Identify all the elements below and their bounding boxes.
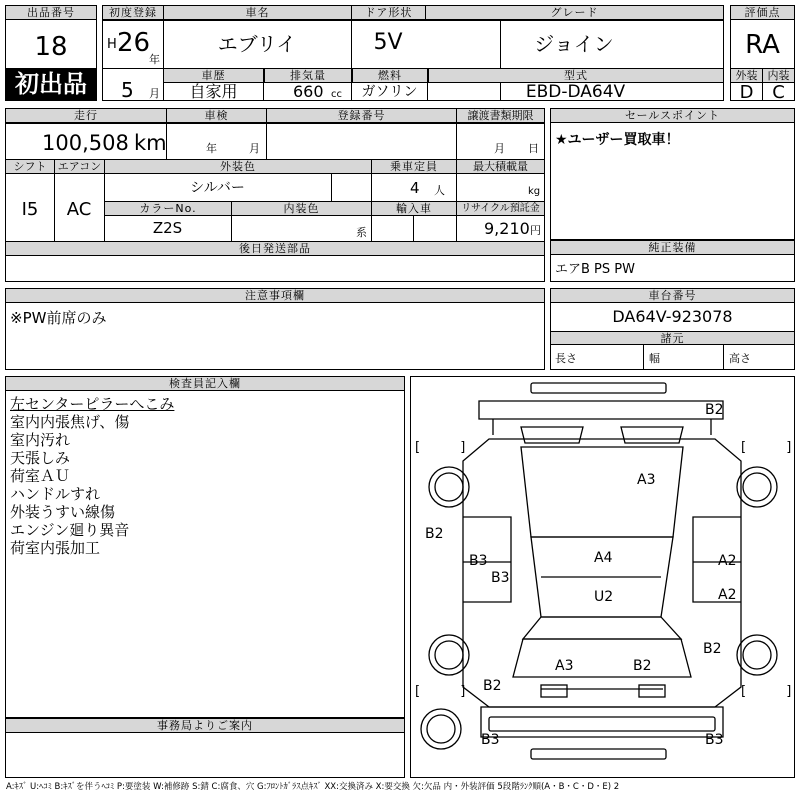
notes: ※PW前席のみ — [10, 309, 107, 327]
ext-score: D — [739, 82, 754, 103]
score-label: 評価点 — [731, 6, 794, 20]
door-type: 5V — [373, 30, 403, 55]
int-score: C — [772, 82, 785, 103]
capacity: 4 — [410, 179, 420, 197]
office-label: 事務局よりご案内 — [6, 719, 404, 733]
recycle-unit: 円 — [530, 224, 541, 237]
bracket-right-bottom: [ ] — [741, 684, 809, 699]
bracket-right-top: [ ] — [741, 440, 809, 455]
chassis-number: DA64V-923078 — [612, 307, 733, 326]
fuel: ガソリン — [361, 84, 418, 100]
era: H — [107, 37, 117, 52]
air-conditioner: AC — [66, 199, 92, 220]
damage-right-rear-door: A2 — [718, 587, 737, 603]
damage-left-pillar: B3 — [491, 570, 510, 586]
color-no-label: カラーNo. — [105, 202, 231, 215]
dims-label: 諸元 — [551, 332, 794, 345]
fuel-label: 燃料 — [352, 69, 427, 82]
max-load-label: 最大積載量 — [457, 160, 544, 173]
capacity-label: 乗車定員 — [372, 160, 456, 173]
lot-number-box — [5, 5, 97, 101]
first-reg-year: 26 — [117, 28, 151, 58]
reg-no-label: 登録番号 — [267, 109, 456, 123]
exterior-color: シルバー — [190, 180, 245, 196]
capacity-unit: 人 — [434, 184, 445, 197]
first-reg-month: 5 — [121, 78, 134, 102]
equipment-label: 純正装備 — [551, 241, 794, 255]
inspector-box — [5, 376, 405, 718]
damage-diagram — [410, 376, 809, 778]
model: EBD-DA64V — [525, 82, 626, 102]
interior-color-label: 内装色 — [232, 202, 371, 215]
inspector-label: 検査員記入欄 — [6, 377, 404, 391]
int-label: 内装 — [763, 69, 794, 82]
damage-hood: U2 — [594, 589, 614, 605]
displacement-unit: cc — [331, 89, 342, 100]
damage-left-door: B3 — [469, 553, 488, 569]
inspection-month-unit: 月 — [249, 142, 260, 155]
displacement: 660 — [293, 82, 324, 101]
first-listing-badge: 初出品 — [6, 68, 96, 100]
inspector-line-4: 天張しみ — [10, 449, 71, 467]
later-parts-label: 後日発送部品 — [6, 242, 544, 255]
damage-front-left: B3 — [481, 732, 500, 748]
inspector-line-5: 荷室ＡＵ — [10, 467, 71, 485]
damage-front-right: B3 — [705, 732, 724, 748]
year-unit: 年 — [149, 53, 160, 66]
inspector-line-7: 外装うすい線傷 — [10, 503, 116, 521]
sales-point: ★ユーザー買取車！ — [555, 132, 680, 148]
history: 自家用 — [189, 82, 238, 101]
inspector-line-3: 室内汚れ — [10, 431, 71, 449]
office-box — [5, 718, 405, 778]
notes-label: 注意事項欄 — [6, 289, 544, 303]
vehicle-header-box — [102, 5, 724, 101]
bracket-left-top: [ ] — [415, 440, 484, 455]
shift-label: シフト — [6, 160, 54, 173]
transfer-day-unit: 日 — [528, 142, 539, 155]
interior-color-unit: 系 — [356, 226, 367, 239]
inspector-line-9: 荷室内張加工 — [10, 539, 101, 557]
inspector-line-6: ハンドルすれ — [10, 485, 101, 503]
recycle-fee: 9,210 — [484, 219, 530, 238]
sales-point-box — [550, 108, 795, 240]
notes-box — [5, 288, 545, 370]
inspector-line-8: エンジン廻り異音 — [10, 521, 130, 539]
model-label: 型式 — [428, 69, 723, 82]
length-label: 長さ — [555, 352, 577, 365]
width-label: 幅 — [649, 352, 660, 365]
mileage-label: 走行 — [6, 109, 166, 123]
bracket-left-bottom: [ ] — [415, 684, 484, 699]
legend-footer: A:ｷｽﾞ U:ﾍｺﾐ B:ｷｽﾞを伴うﾍｺﾐ P:要塗装 W:補修跡 S:錆 C:腐食、穴 G:ﾌﾛﾝﾄｶﾞﾗｽ点ｷｽﾞ XX:交換済み X:要交換 欠:欠品 内・外装評価 5段階ﾗﾝｸ順(A・B・C・D・E) 2 — [6, 782, 620, 792]
first-reg-label: 初度登録 — [103, 6, 163, 20]
damage-right-front-door: A2 — [718, 553, 737, 569]
damage-roof: A3 — [637, 472, 656, 488]
damage-windshield: A4 — [594, 550, 613, 566]
chassis-box — [550, 288, 795, 370]
mileage-unit: km — [134, 131, 167, 155]
mileage: 100,508 — [42, 131, 129, 155]
ext-label: 外装 — [731, 69, 762, 82]
damage-right-front-fender: B2 — [703, 641, 722, 657]
sales-point-label: セールスポイント — [551, 109, 794, 123]
inspector-line-1: 左センターピラーへこみ — [10, 395, 175, 413]
displacement-label: 排気量 — [264, 69, 351, 82]
chassis-label: 車台番号 — [551, 289, 794, 303]
car-name-label: 車名 — [163, 6, 351, 20]
score: RA — [745, 30, 780, 60]
inspection-label: 車検 — [167, 109, 266, 123]
damage-left-headlamp: A3 — [555, 658, 574, 674]
exterior-color-label: 外装色 — [105, 160, 371, 173]
car-name: エブリイ — [217, 32, 297, 56]
spec-table — [5, 108, 545, 282]
transfer-label: 譲渡書類期限 — [457, 109, 544, 123]
history-label: 車歴 — [164, 69, 263, 82]
damage-left-rear-fender: B2 — [425, 526, 444, 542]
import-label: 輸入車 — [372, 202, 456, 215]
recycle-label: リサイクル預託金 — [457, 202, 544, 215]
ac-label: エアコン — [55, 160, 104, 173]
inspection-year-unit: 年 — [206, 142, 217, 155]
damage-left-front-corner: B2 — [483, 678, 502, 694]
grade-label: グレード — [425, 6, 723, 20]
max-load-unit: kg — [528, 186, 541, 197]
score-box — [730, 5, 795, 101]
damage-right-headlamp: B2 — [633, 658, 652, 674]
grade: ジョイン — [534, 32, 614, 56]
door-label: ドア形状 — [351, 6, 425, 20]
transfer-month-unit: 月 — [494, 142, 505, 155]
damage-rear-bumper: B2 — [705, 402, 724, 418]
equipment: エアB PS PW — [555, 262, 635, 277]
height-label: 高さ — [729, 352, 751, 365]
car-outline-diagram — [411, 377, 794, 777]
lot-number-label: 出品番号 — [6, 6, 96, 20]
inspector-line-2: 室内内張焦げ、傷 — [10, 413, 130, 431]
equipment-box — [550, 240, 795, 282]
month-unit: 月 — [149, 87, 160, 100]
lot-number: 18 — [34, 32, 68, 62]
shift: I5 — [21, 199, 39, 220]
color-no: Z2S — [152, 219, 183, 237]
